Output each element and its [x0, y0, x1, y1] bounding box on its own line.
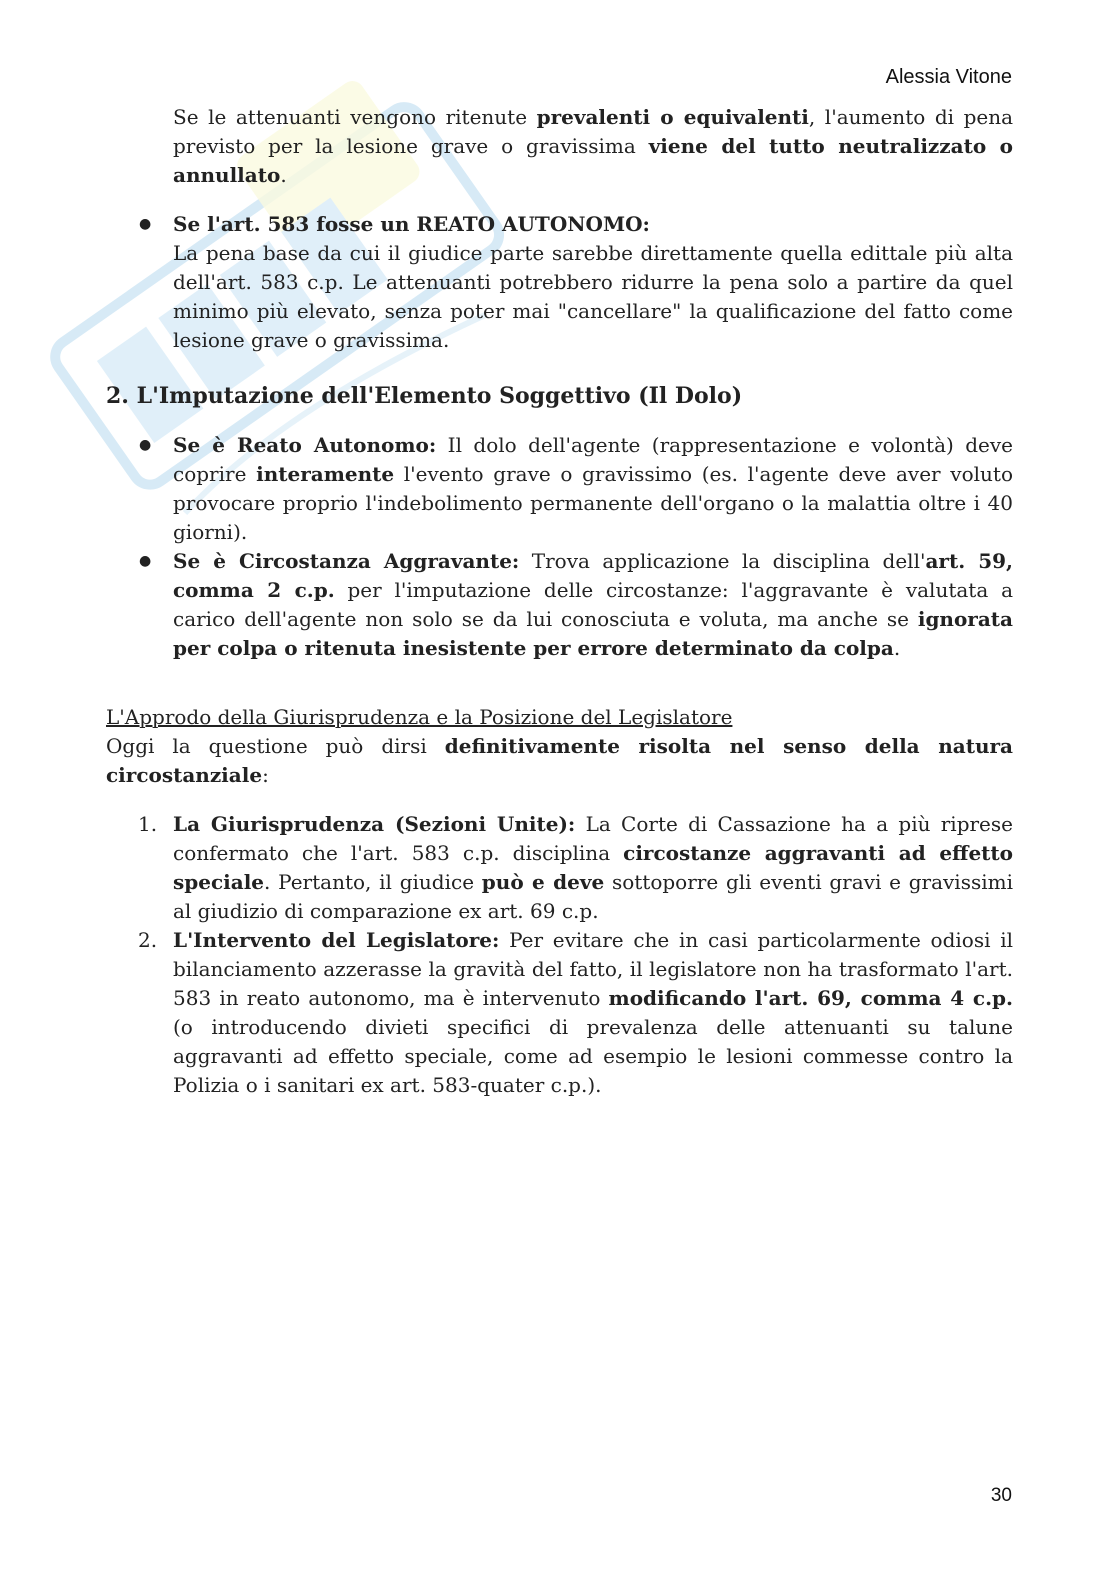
- bold-run: viene del tutto neutralizzato o annullato: [173, 134, 1013, 187]
- bullet-heading: Se l'art. 583 fosse un REATO AUTONOMO:: [173, 212, 650, 236]
- text-run: (o introducendo divieti specifici di prevalenza delle attenuanti su talune aggravanti ad effetto speciale, come ad esempio le lesioni commesse contro la Polizia o i sanitari ex art. 583-quater c.p.).: [173, 1015, 1013, 1097]
- bullet-text: La pena base da cui il giudice parte sarebbe direttamente quella edittale più alta dell'art. 583 c.p. Le attenuanti potrebbero ridurre la pena solo a partire da quel minimo più elevato, senza poter mai "cancellare" la qualificazione del fatto come lesione grave o gravissima.: [173, 241, 1013, 352]
- bold-run: Se è Circostanza Aggravante:: [173, 549, 520, 573]
- text-run: La Corte di Cassazione ha a più riprese confermato che l'art. 583 c.p. disciplina: [173, 812, 1013, 865]
- continuation-paragraph: [106, 103, 1013, 190]
- bold-run: art. 59, comma 2 c.p.: [173, 549, 1013, 602]
- section-title: 2. L'Imputazione dell'Elemento Soggettivo (Il Dolo): [106, 383, 743, 409]
- text-run: sottoporre gli eventi gravi e gravissimi al giudizio di comparazione ex art. 69 c.p.: [173, 870, 1013, 923]
- text-run: :: [262, 763, 269, 787]
- item-number: 1.: [138, 812, 158, 836]
- text-run: Trova applicazione la disciplina dell': [519, 549, 926, 573]
- text-run: l'evento grave o gravissimo (es. l'agente deve aver voluto provocare proprio l'indebolimento permanente dell'organo o la malattia oltre i 40 giorni).: [173, 462, 1013, 544]
- text-run: . Pertanto, il giudice: [264, 870, 482, 894]
- bold-run: La Giurisprudenza (Sezioni Unite):: [173, 812, 576, 836]
- dolo-bullet-list: [106, 431, 1013, 663]
- list-item: [106, 431, 1013, 547]
- text-run: per l'imputazione delle circostanze: l'aggravante è valutata a carico dell'agente non solo se da lui conosciuta e voluta, ma anche se: [173, 578, 1013, 631]
- bold-run: prevalenti o equivalenti: [536, 105, 809, 129]
- document-body: [106, 103, 1013, 1100]
- text-run: , l'aumento di pena previsto per la lesione grave o gravissima: [173, 105, 1014, 158]
- bold-run: L'Intervento del Legislatore:: [173, 928, 500, 952]
- bold-run: Se è Reato Autonomo:: [173, 433, 437, 457]
- header-author: Alessia Vitone: [885, 66, 1012, 88]
- bold-run: interamente: [256, 462, 395, 486]
- bold-run: definitivamente risolta nel senso della natura circostanziale: [106, 734, 1014, 787]
- autonomous-bullet-list: [106, 210, 1013, 355]
- text-run: .: [893, 636, 901, 660]
- text-run: Per evitare che in casi particolarmente odiosi il bilanciamento azzerasse la gravità del fatto, il legislatore non ha trasformato l'art. 583 in reato autonomo, ma è intervenuto: [173, 928, 1013, 1010]
- item-number: 2.: [138, 928, 158, 952]
- text-run: Se le attenuanti vengono ritenute: [173, 105, 537, 129]
- approdo-numbered-list: [106, 810, 1013, 1100]
- underlined-heading: L'Approdo della Giurisprudenza e la Posizione del Legislatore: [106, 705, 733, 729]
- approdo-heading: [106, 703, 1013, 732]
- bold-run: modificando l'art. 69, comma 4 c.p.: [608, 986, 1013, 1010]
- text-run: .: [280, 163, 287, 187]
- page-number: 30: [990, 1485, 1012, 1506]
- bold-run: può e deve: [481, 870, 605, 894]
- text-run: Il dolo dell'agente (rappresentazione e volontà) deve coprire: [173, 433, 1013, 486]
- list-item: [106, 547, 1013, 663]
- text-run: Oggi la questione può dirsi: [106, 734, 445, 758]
- list-item: [106, 210, 1013, 355]
- list-item: [106, 926, 1013, 1100]
- approdo-intro: [106, 732, 1013, 790]
- list-item: [106, 810, 1013, 926]
- bold-run: circostanze aggravanti ad effetto speciale: [173, 841, 1013, 894]
- bold-run: ignorata per colpa o ritenuta inesistente per errore determinato da colpa: [173, 607, 1013, 660]
